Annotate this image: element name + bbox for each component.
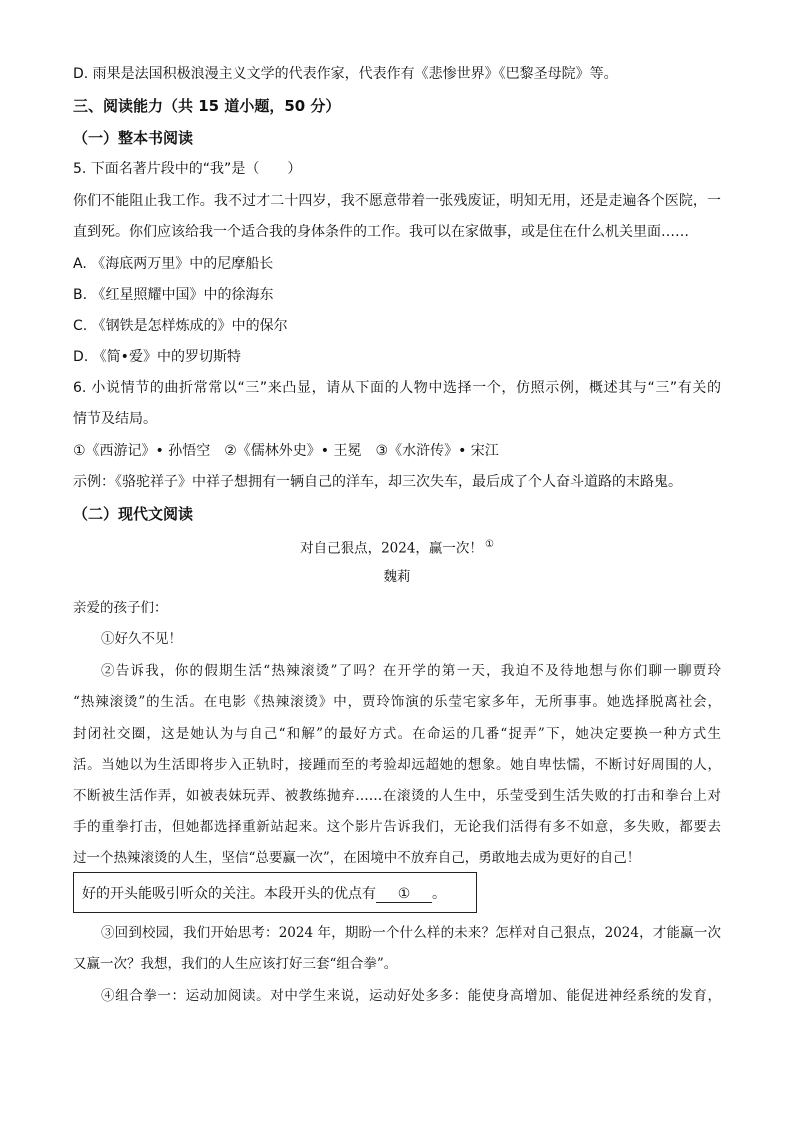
- paragraph-3-line-1: ③回到校园，我们开始思考：2024 年，期盼一个什么样的未来？怎样对自己狠点，2024，才能赢一次: [101, 925, 721, 941]
- part-2-title: （二）现代文阅读: [73, 505, 194, 523]
- annotation-box: [73, 872, 477, 913]
- paragraph-2-line-6: 手的重拳打击，但她都选择重新站起来。这个影片告诉我们，无论我们活得有多不如意，多失败，都要去: [73, 819, 721, 835]
- question-5-stem: 5. 下面名著片段中的“我”是（ ）: [73, 161, 302, 177]
- paragraph-2-line-2: “热辣滚烫”的生活。在电影《热辣滚烫》中，贾玲饰演的乐莹宅家多年，无所事事。她选择脱离社会，: [73, 694, 721, 710]
- part-1-title: （一）整本书阅读: [73, 129, 194, 147]
- paragraph-2-line-5: 不断被生活作弄，如被表妹玩弄、被教练抛弃……在滚烫的人生中，乐莹受到生活失败的打击和拳台上对: [73, 788, 721, 804]
- answer-blank[interactable]: ①: [376, 886, 432, 903]
- paragraph-1: ①好久不见！: [101, 631, 182, 647]
- paragraph-2-line-7: 过一个热辣滚烫的人生，坚信“总要赢一次”，在困境中不放弃自己，勇敢地去成为更好的自己！: [73, 850, 641, 866]
- question-6-choices: ①《西游记》• 孙悟空 ②《儒林外史》• 王冕 ③《水浒传》• 宋江: [73, 443, 499, 459]
- question-5-passage-line-1: 你们不能阻止我工作。我不过才二十四岁，我不愿意带着一张残废证，明知无用，还是走遍各个医院，一: [73, 193, 721, 209]
- article-title-text: 对自己狠点，2024，赢一次！: [300, 540, 483, 557]
- annotation-end: 。: [432, 886, 446, 902]
- paragraph-2-line-1: ②告诉我，你的假期生活“热辣滚烫”了吗？在开学的第一天，我迫不及待地想与你们聊一聊贾玲: [101, 663, 721, 679]
- paragraph-4-line-1: ④组合拳一：运动加阅读。对中学生来说，运动好处多多：能使身高增加、能促进神经系统的发育，: [101, 988, 721, 1004]
- article-salutation: 亲爱的孩子们：: [73, 600, 168, 616]
- section-3-title: 三、阅读能力（共 15 道小题，50 分）: [73, 97, 341, 115]
- article-title-footnote-marker: ①: [484, 539, 494, 550]
- paragraph-3-line-2: 又赢一次？我想，我们的人生应该打好三套“组合拳”。: [73, 956, 398, 972]
- question-5-passage-line-2: 直到死。你们应该给我一个适合我的身体条件的工作。我可以在家做事，或是住在什么机关里面……: [73, 224, 689, 240]
- article-author: 魏莉: [383, 569, 411, 585]
- question-5-option-c: C. 《钢铁是怎样炼成的》中的保尔: [73, 318, 288, 334]
- question-5-option-d: D. 《简•爱》中的罗切斯特: [73, 349, 241, 365]
- annotation-text: [82, 883, 446, 903]
- question-5-option-b: B. 《红星照耀中国》中的徐海东: [73, 287, 274, 303]
- article-title: [0, 535, 794, 559]
- paragraph-2-line-4: 活。当她以为生活即将步入正轨时，接踵而至的考验却远超她的想象。她自卑怯懦，不断讨好周围的人，: [73, 757, 721, 773]
- annotation-prompt: 好的开头能吸引听众的关注。本段开头的优点有: [82, 886, 376, 902]
- paragraph-2-line-3: 封闭社交圈，这是她认为与自己“和解”的最好方式。在命运的几番“捉弄”下，她决定要换一种方式生: [73, 726, 721, 742]
- question-6-stem-line-1: 6. 小说情节的曲折常常以“三”来凸显，请从下面的人物中选择一个，仿照示例，概述其与“三”有关的: [73, 380, 721, 396]
- question-6-example: 示例：《骆驼祥子》中祥子想拥有一辆自己的洋车，却三次失车，最后成了个人奋斗道路的末路鬼。: [73, 474, 682, 490]
- question-6-stem-line-2: 情节及结局。: [73, 411, 157, 427]
- option-d-previous: D. 雨果是法国积极浪漫主义文学的代表作家，代表作有《悲惨世界》《巴黎圣母院》等。: [73, 66, 618, 82]
- question-5-option-a: A. 《海底两万里》中的尼摩船长: [73, 256, 274, 272]
